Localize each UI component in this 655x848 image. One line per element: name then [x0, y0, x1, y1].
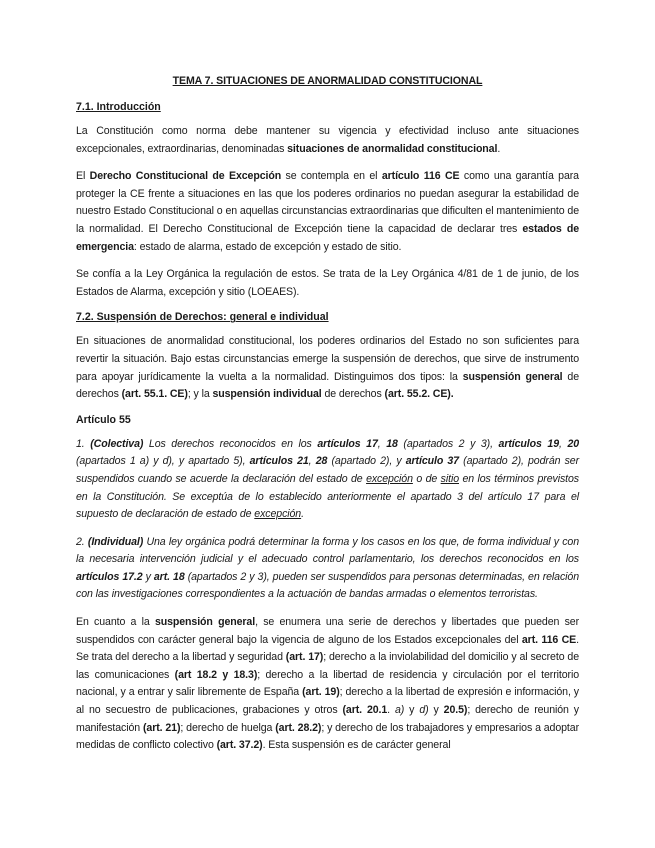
text-run: artículos 19 — [498, 437, 559, 450]
text-run: ; y derecho de los trabajadores y empresarios a adoptar medidas de conflicto colectivo — [76, 721, 579, 752]
text-run: y — [404, 704, 420, 717]
text-run: 18 — [386, 437, 398, 450]
text-run: ; derecho a la inviolabilidad del domicilio y al secreto de las comunicaciones — [76, 651, 579, 681]
text-run: (art. 55.1. CE) — [121, 388, 188, 401]
text-run: Los derechos reconocidos en los — [143, 437, 318, 450]
document-title: TEMA 7. SITUACIONES DE ANORMALIDAD CONSTITUCIONAL — [172, 75, 483, 87]
text-run: (art. 20.1 — [342, 704, 388, 717]
text-run: . Se trata del derecho a la libertad y seguridad — [76, 633, 579, 664]
text-run: ; derecho a la libertad de expresión e información, y al no secuestro de publicaciones, grabaciones y otros — [76, 686, 579, 717]
text-run: se contempla en el — [281, 170, 382, 183]
text-run: , se enumera una serie de derechos y libertades que pueden ser suspendidos con carácter general bajo la vigencia de alguno de los Estados excepcionales del — [76, 616, 579, 646]
paragraph — [76, 168, 579, 256]
text-run: En situaciones de anormalidad constitucional, los poderes ordinarios del Estado no son suficientes para revertir la situación. Bajo estas circunstancias emerge la suspensión de derechos, que sirve de instrumento para apoyar jurídicamente la vuelta a la normalidad. Distinguimos dos tipos: la — [76, 335, 579, 383]
paragraph — [76, 333, 579, 403]
text-run: suspensión individual — [212, 388, 322, 401]
text-run: y — [428, 704, 444, 717]
text-run: d) — [419, 704, 429, 717]
text-run: artículos 17.2 — [76, 570, 143, 583]
article-item-colectiva — [76, 436, 579, 524]
text-run: como una garantía para proteger la CE frente a situaciones en las que los poderes ordinarios no puedan asegurar la estabilidad de nuestro Estado Constitucional o en aquellas circunstancias extraordinarias que dificulten el mantenimiento de la normalidad. El Derecho Constitucional de Excepción tiene la capacidad de declarar tres — [76, 170, 579, 235]
text-run: sitio — [440, 472, 459, 485]
text-run: En cuanto a la — [76, 616, 155, 629]
text-run: , — [559, 437, 568, 450]
section-heading-suspension: 7.2. Suspensión de Derechos: general e individual — [76, 311, 329, 324]
text-run: 1. — [76, 437, 91, 450]
text-run: o de — [412, 472, 441, 485]
text-run: 20 — [567, 437, 580, 450]
text-run: en los términos previstos en la Constitución. Se exceptúa de lo establecido anteriormente el apartado 3 del artículo 17 para el supuesto de declaración de estado de — [76, 472, 579, 521]
text-run: ; derecho de reunión y manifestación — [76, 704, 579, 734]
text-run: . — [301, 508, 304, 521]
text-run: suspensión general — [154, 616, 256, 629]
text-run: (art. 19) — [302, 686, 340, 699]
text-run: ; derecho a la libertad de residencia y circulación por el territorio nacional, y a entrar y salir libremente de España — [76, 668, 579, 699]
text-run: suspensión general — [462, 370, 563, 383]
text-run: de derechos — [76, 370, 579, 401]
text-run: ; derecho de huelga — [180, 721, 276, 734]
text-run: (Colectiva) — [90, 437, 144, 450]
text-run: Se confía a la Ley Orgánica la regulación de estos. Se trata de la Ley Orgánica 4/81 de 1 de junio, de los Estados de Alarma, excepción y sitio (LOEAES). — [76, 268, 579, 298]
text-run: (Individual) — [87, 535, 144, 548]
text-run: 20.5) — [443, 704, 468, 717]
text-run: : estado de alarma, estado de excepción y estado de sitio. — [133, 240, 402, 253]
text-run: (apartados 2 y 3), — [397, 437, 499, 450]
text-run: (apartado 2), podrán ser suspendidos cuando se acuerde la declaración del estado de — [76, 455, 580, 485]
text-run: estados de emergencia — [76, 222, 579, 253]
text-run: art. 116 CE — [521, 633, 577, 646]
article-item-individual — [76, 534, 579, 604]
text-run: excepción — [366, 472, 413, 485]
text-run: y — [142, 570, 154, 583]
text-run: (apartados 1 a) y d), y apartado 5), — [76, 455, 250, 468]
text-run: (art. 28.2) — [275, 721, 322, 734]
text-run: (art. 55.2. CE). — [384, 388, 454, 401]
text-run: art. 18 — [153, 570, 185, 583]
text-run: de derechos — [321, 388, 385, 401]
text-run: (art. 37.2) — [216, 739, 263, 752]
paragraph — [76, 614, 579, 755]
text-run: El — [76, 170, 90, 183]
text-run: Una ley orgánica podrá determinar la forma y los casos en los que, de forma individual y con la necesaria intervención judicial y el adecuado control parlamentario, los derechos reconocidos en los — [76, 535, 579, 566]
text-run: artículo 116 CE — [381, 170, 460, 183]
text-run: , — [308, 455, 316, 468]
text-run: (apartado 2), y — [327, 455, 406, 468]
text-run: ; y la — [187, 388, 213, 401]
paragraph — [76, 266, 579, 301]
text-run: 28 — [315, 455, 328, 468]
text-run: Derecho Constitucional de Excepción — [89, 170, 282, 183]
text-run: La Constitución como norma debe mantener su vigencia y efectividad incluso ante situaciones excepcionales, extraordinarias, denominadas — [76, 125, 579, 155]
text-run: 2. — [76, 535, 88, 548]
text-run: artículos 17 — [317, 437, 378, 450]
text-run: , — [377, 437, 387, 450]
paragraph — [76, 123, 579, 158]
text-run: excepción — [254, 508, 302, 521]
text-run: (apartados 2 y 3), pueden ser suspendidos para personas determinadas, en relación con las investigaciones correspondientes a la actuación de bandas armadas o elementos terroristas. — [76, 570, 580, 601]
article-heading: Artículo 55 — [76, 413, 131, 426]
text-run: artículos 21 — [249, 455, 309, 468]
text-run: a) — [394, 704, 405, 717]
text-run: . Esta suspensión es de carácter general — [262, 739, 451, 752]
text-run: (art. 17) — [285, 651, 324, 664]
text-run: artículo 37 — [405, 455, 459, 468]
text-run: . — [387, 704, 395, 717]
text-run: situaciones de anormalidad constitucional — [287, 142, 498, 155]
text-run: (art 18.2 y 18.3) — [174, 668, 258, 681]
section-heading-introduccion: 7.1. Introducción — [76, 101, 161, 113]
text-run: . — [497, 142, 501, 155]
text-run: (art. 21) — [142, 721, 181, 734]
